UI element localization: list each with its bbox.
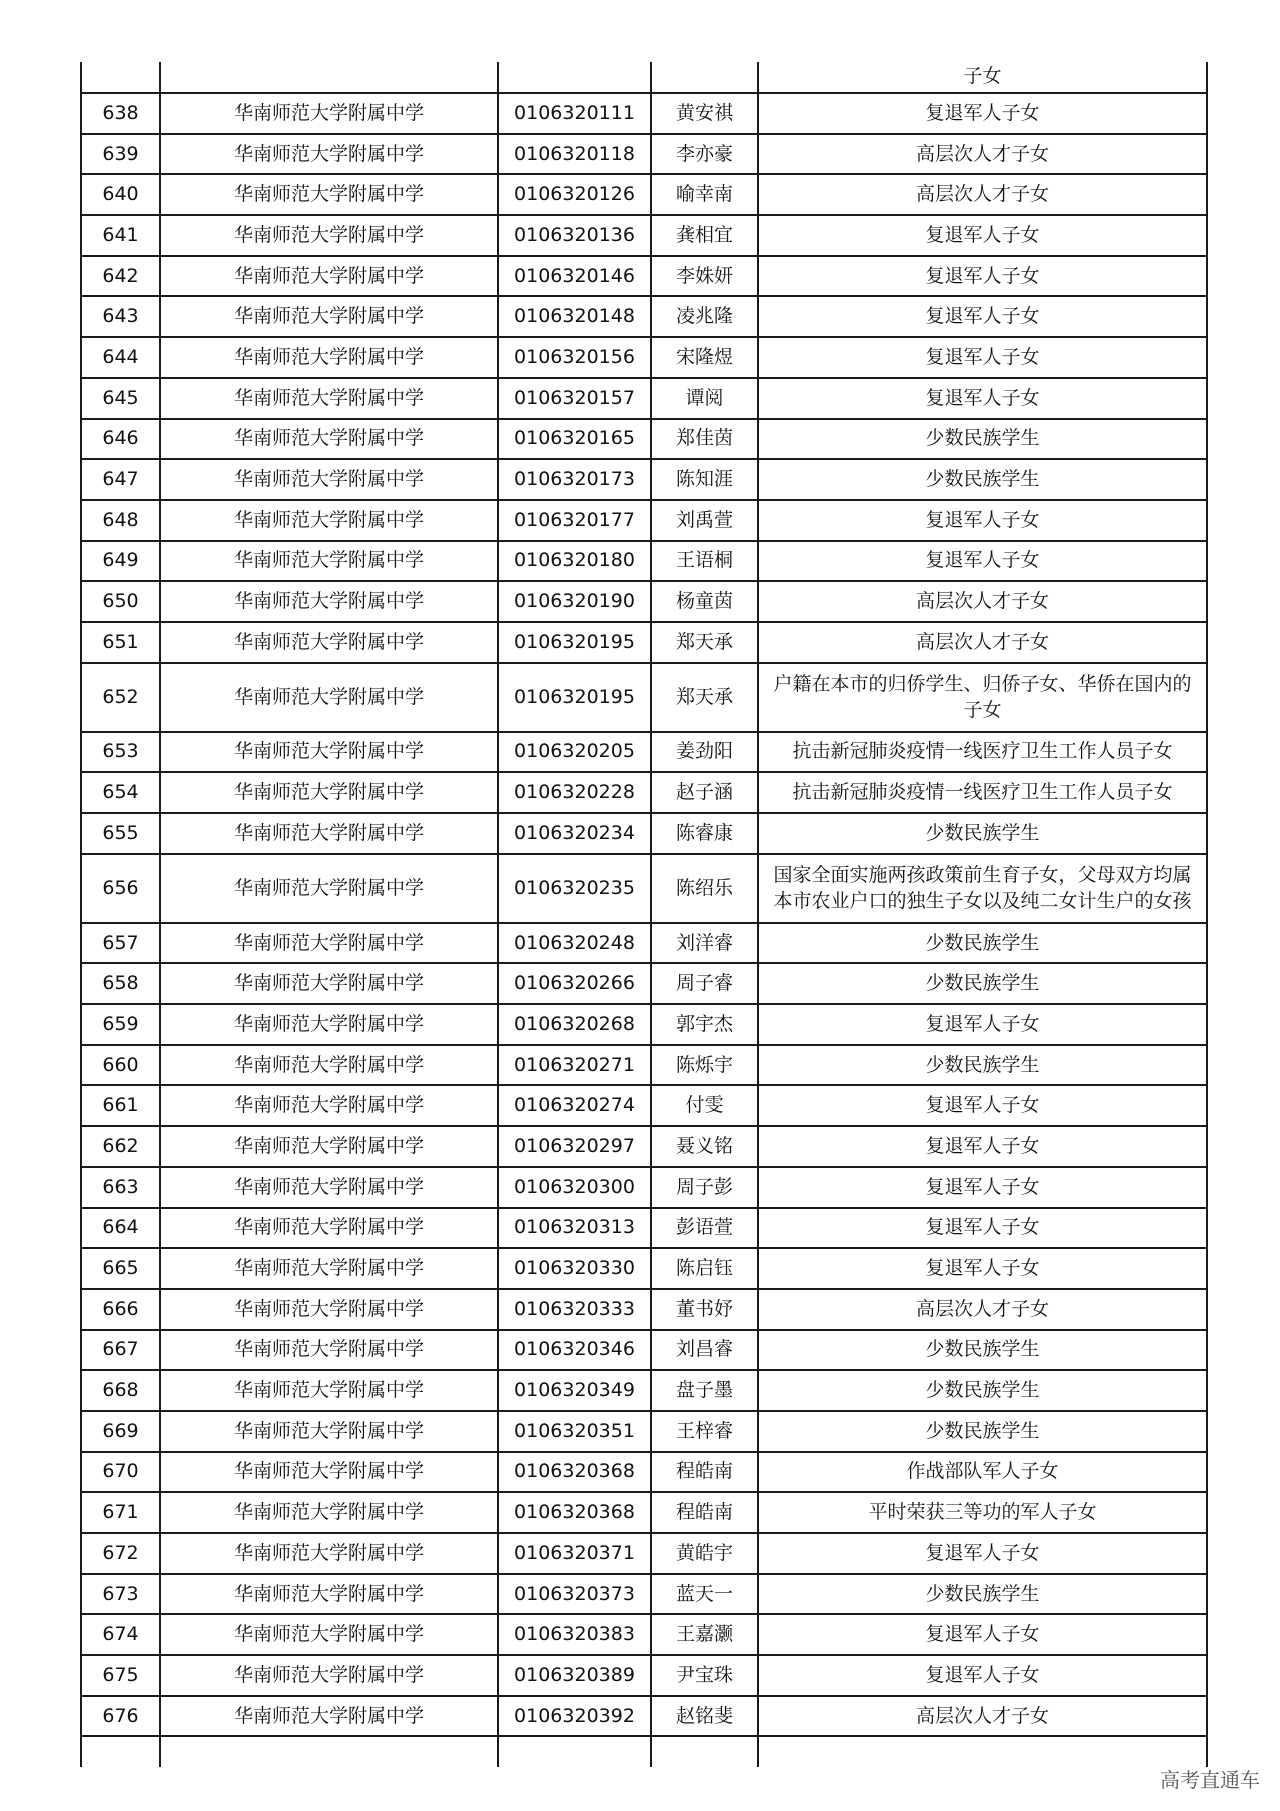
cell-category: 复退军人子女 xyxy=(758,256,1207,297)
cell-no: 668 xyxy=(81,1370,160,1411)
table-row xyxy=(81,419,1207,460)
cell-id: 0106320330 xyxy=(498,1248,651,1289)
cell-category: 少数民族学生 xyxy=(758,459,1207,500)
table-row xyxy=(81,732,1207,773)
table-row xyxy=(81,1126,1207,1167)
cell-id: 0106320373 xyxy=(498,1574,651,1615)
cell-id xyxy=(498,62,651,93)
cell-name: 聂义铭 xyxy=(651,1126,758,1167)
table-row xyxy=(81,1655,1207,1696)
cell-school: 华南师范大学附属中学 xyxy=(160,256,498,297)
cell-no: 643 xyxy=(81,296,160,337)
cell-category: 少数民族学生 xyxy=(758,813,1207,854)
table-row xyxy=(81,923,1207,964)
cell-school: 华南师范大学附属中学 xyxy=(160,215,498,256)
cell-no: 674 xyxy=(81,1614,160,1655)
cell-school: 华南师范大学附属中学 xyxy=(160,1167,498,1208)
cell-name: 赵铭斐 xyxy=(651,1696,758,1737)
table-row xyxy=(81,1248,1207,1289)
cell-id: 0106320157 xyxy=(498,378,651,419)
cell-no: 649 xyxy=(81,541,160,582)
table-row xyxy=(81,378,1207,419)
table-row xyxy=(81,1167,1207,1208)
cell-id: 0106320383 xyxy=(498,1614,651,1655)
cell-category: 少数民族学生 xyxy=(758,923,1207,964)
cell-category: 复退军人子女 xyxy=(758,1126,1207,1167)
cell-no xyxy=(81,62,160,93)
cell-name: 赵子涵 xyxy=(651,772,758,813)
cell-school: 华南师范大学附属中学 xyxy=(160,500,498,541)
table-row xyxy=(81,663,1207,732)
cell-name: 陈烁宇 xyxy=(651,1045,758,1086)
cell-id: 0106320111 xyxy=(498,93,651,134)
watermark-text: 高考直通车 xyxy=(1160,1768,1260,1792)
cell-school: 华南师范大学附属中学 xyxy=(160,541,498,582)
cell-no: 667 xyxy=(81,1330,160,1371)
cell-id: 0106320136 xyxy=(498,215,651,256)
cell-no: 666 xyxy=(81,1289,160,1330)
table-row xyxy=(81,1533,1207,1574)
cell-category: 复退军人子女 xyxy=(758,500,1207,541)
cell-no: 653 xyxy=(81,732,160,773)
cell-name: 黄皓宇 xyxy=(651,1533,758,1574)
cell-category: 少数民族学生 xyxy=(758,1370,1207,1411)
cell-name: 盘子墨 xyxy=(651,1370,758,1411)
table-row xyxy=(81,1411,1207,1452)
cell-no: 658 xyxy=(81,963,160,1004)
cell-school: 华南师范大学附属中学 xyxy=(160,174,498,215)
empty-cell xyxy=(160,1736,498,1767)
table-row xyxy=(81,1004,1207,1045)
cell-category: 少数民族学生 xyxy=(758,1045,1207,1086)
cell-no: 642 xyxy=(81,256,160,297)
cell-no: 669 xyxy=(81,1411,160,1452)
cell-school: 华南师范大学附属中学 xyxy=(160,1126,498,1167)
cell-name: 周子睿 xyxy=(651,963,758,1004)
table-row xyxy=(81,1370,1207,1411)
cell-category: 复退军人子女 xyxy=(758,378,1207,419)
table-row xyxy=(81,1085,1207,1126)
cell-id: 0106320371 xyxy=(498,1533,651,1574)
cell-no: 644 xyxy=(81,337,160,378)
cell-category: 高层次人才子女 xyxy=(758,1289,1207,1330)
cell-school: 华南师范大学附属中学 xyxy=(160,93,498,134)
cell-school: 华南师范大学附属中学 xyxy=(160,1574,498,1615)
cell-name: 彭语萱 xyxy=(651,1208,758,1249)
cell-name: 谭阅 xyxy=(651,378,758,419)
table-row xyxy=(81,337,1207,378)
cell-no: 661 xyxy=(81,1085,160,1126)
table-row xyxy=(81,296,1207,337)
cell-id: 0106320177 xyxy=(498,500,651,541)
cell-name: 陈绍乐 xyxy=(651,854,758,923)
cell-no: 671 xyxy=(81,1492,160,1533)
empty-cell xyxy=(651,1736,758,1767)
cell-category: 少数民族学生 xyxy=(758,1411,1207,1452)
cell-name: 李亦豪 xyxy=(651,134,758,175)
table-row xyxy=(81,1574,1207,1615)
table-row xyxy=(81,813,1207,854)
table-row xyxy=(81,134,1207,175)
table-trailing-row xyxy=(81,1736,1207,1767)
cell-id: 0106320148 xyxy=(498,296,651,337)
cell-category: 少数民族学生 xyxy=(758,1574,1207,1615)
cell-no: 660 xyxy=(81,1045,160,1086)
cell-school: 华南师范大学附属中学 xyxy=(160,732,498,773)
table-row xyxy=(81,1208,1207,1249)
cell-school: 华南师范大学附属中学 xyxy=(160,963,498,1004)
cell-no: 652 xyxy=(81,663,160,732)
table-row xyxy=(81,1330,1207,1371)
cell-category: 复退军人子女 xyxy=(758,1167,1207,1208)
cell-id: 0106320300 xyxy=(498,1167,651,1208)
cell-no: 664 xyxy=(81,1208,160,1249)
table-row xyxy=(81,854,1207,923)
cell-id: 0106320173 xyxy=(498,459,651,500)
cell-no: 663 xyxy=(81,1167,160,1208)
cell-id: 0106320165 xyxy=(498,419,651,460)
empty-cell xyxy=(758,1736,1207,1767)
continued-row xyxy=(81,62,1207,93)
cell-category: 高层次人才子女 xyxy=(758,174,1207,215)
cell-name: 刘禹萱 xyxy=(651,500,758,541)
cell-id: 0106320195 xyxy=(498,622,651,663)
cell-category: 子女 xyxy=(758,62,1207,93)
cell-no: 675 xyxy=(81,1655,160,1696)
cell-school: 华南师范大学附属中学 xyxy=(160,1452,498,1493)
cell-no: 645 xyxy=(81,378,160,419)
cell-no: 670 xyxy=(81,1452,160,1493)
cell-school: 华南师范大学附属中学 xyxy=(160,1370,498,1411)
cell-no: 672 xyxy=(81,1533,160,1574)
table-row xyxy=(81,581,1207,622)
cell-school xyxy=(160,62,498,93)
cell-id: 0106320333 xyxy=(498,1289,651,1330)
cell-school: 华南师范大学附属中学 xyxy=(160,337,498,378)
table-row xyxy=(81,459,1207,500)
cell-id: 0106320268 xyxy=(498,1004,651,1045)
table-body xyxy=(81,62,1207,1767)
cell-no: 639 xyxy=(81,134,160,175)
cell-name: 程皓南 xyxy=(651,1492,758,1533)
cell-no: 638 xyxy=(81,93,160,134)
cell-school: 华南师范大学附属中学 xyxy=(160,622,498,663)
cell-school: 华南师范大学附属中学 xyxy=(160,1533,498,1574)
cell-school: 华南师范大学附属中学 xyxy=(160,854,498,923)
cell-no: 665 xyxy=(81,1248,160,1289)
cell-no: 662 xyxy=(81,1126,160,1167)
cell-name xyxy=(651,62,758,93)
table-row xyxy=(81,1614,1207,1655)
cell-name: 王嘉灏 xyxy=(651,1614,758,1655)
cell-category: 复退军人子女 xyxy=(758,93,1207,134)
cell-name: 黄安祺 xyxy=(651,93,758,134)
cell-no: 655 xyxy=(81,813,160,854)
cell-name: 杨童茵 xyxy=(651,581,758,622)
cell-category: 复退军人子女 xyxy=(758,215,1207,256)
cell-name: 陈睿康 xyxy=(651,813,758,854)
cell-id: 0106320271 xyxy=(498,1045,651,1086)
cell-category: 平时荣获三等功的军人子女 xyxy=(758,1492,1207,1533)
cell-no: 647 xyxy=(81,459,160,500)
cell-id: 0106320235 xyxy=(498,854,651,923)
cell-school: 华南师范大学附属中学 xyxy=(160,581,498,622)
cell-name: 郑佳茵 xyxy=(651,419,758,460)
cell-name: 龚相宜 xyxy=(651,215,758,256)
cell-no: 641 xyxy=(81,215,160,256)
cell-school: 华南师范大学附属中学 xyxy=(160,663,498,732)
cell-school: 华南师范大学附属中学 xyxy=(160,1696,498,1737)
table-row xyxy=(81,500,1207,541)
cell-school: 华南师范大学附属中学 xyxy=(160,419,498,460)
cell-category: 复退军人子女 xyxy=(758,1614,1207,1655)
cell-category: 抗击新冠肺炎疫情一线医疗卫生工作人员子女 xyxy=(758,732,1207,773)
cell-name: 王梓睿 xyxy=(651,1411,758,1452)
cell-no: 676 xyxy=(81,1696,160,1737)
cell-name: 蓝天一 xyxy=(651,1574,758,1615)
cell-name: 姜劲阳 xyxy=(651,732,758,773)
cell-id: 0106320248 xyxy=(498,923,651,964)
cell-name: 郑天承 xyxy=(651,622,758,663)
cell-id: 0106320228 xyxy=(498,772,651,813)
table-row xyxy=(81,963,1207,1004)
cell-school: 华南师范大学附属中学 xyxy=(160,1411,498,1452)
cell-school: 华南师范大学附属中学 xyxy=(160,459,498,500)
cell-name: 喻幸南 xyxy=(651,174,758,215)
table-row xyxy=(81,1492,1207,1533)
cell-no: 654 xyxy=(81,772,160,813)
cell-no: 657 xyxy=(81,923,160,964)
cell-category: 复退军人子女 xyxy=(758,1248,1207,1289)
cell-id: 0106320392 xyxy=(498,1696,651,1737)
table-row xyxy=(81,256,1207,297)
cell-category: 作战部队军人子女 xyxy=(758,1452,1207,1493)
cell-school: 华南师范大学附属中学 xyxy=(160,1045,498,1086)
table-row xyxy=(81,1452,1207,1493)
cell-id: 0106320274 xyxy=(498,1085,651,1126)
cell-no: 659 xyxy=(81,1004,160,1045)
cell-category: 国家全面实施两孩政策前生育子女，父母双方均属本市农业户口的独生子女以及纯二女计生户的女孩 xyxy=(758,854,1207,923)
cell-school: 华南师范大学附属中学 xyxy=(160,1004,498,1045)
cell-category: 高层次人才子女 xyxy=(758,581,1207,622)
cell-id: 0106320346 xyxy=(498,1330,651,1371)
cell-school: 华南师范大学附属中学 xyxy=(160,772,498,813)
table-row xyxy=(81,622,1207,663)
cell-no: 656 xyxy=(81,854,160,923)
cell-id: 0106320195 xyxy=(498,663,651,732)
empty-cell xyxy=(498,1736,651,1767)
empty-cell xyxy=(81,1736,160,1767)
table-row xyxy=(81,1696,1207,1737)
cell-no: 673 xyxy=(81,1574,160,1615)
table-row xyxy=(81,174,1207,215)
cell-name: 李姝妍 xyxy=(651,256,758,297)
admission-list-table xyxy=(80,62,1208,1767)
cell-category: 复退军人子女 xyxy=(758,1208,1207,1249)
cell-no: 650 xyxy=(81,581,160,622)
cell-id: 0106320313 xyxy=(498,1208,651,1249)
cell-category: 少数民族学生 xyxy=(758,419,1207,460)
cell-school: 华南师范大学附属中学 xyxy=(160,1655,498,1696)
cell-category: 抗击新冠肺炎疫情一线医疗卫生工作人员子女 xyxy=(758,772,1207,813)
cell-name: 程皓南 xyxy=(651,1452,758,1493)
cell-id: 0106320126 xyxy=(498,174,651,215)
cell-id: 0106320349 xyxy=(498,1370,651,1411)
cell-id: 0106320156 xyxy=(498,337,651,378)
cell-school: 华南师范大学附属中学 xyxy=(160,1330,498,1371)
cell-name: 董书妤 xyxy=(651,1289,758,1330)
cell-id: 0106320389 xyxy=(498,1655,651,1696)
cell-category: 复退军人子女 xyxy=(758,296,1207,337)
cell-name: 刘昌睿 xyxy=(651,1330,758,1371)
cell-category: 高层次人才子女 xyxy=(758,1696,1207,1737)
cell-category: 少数民族学生 xyxy=(758,963,1207,1004)
cell-id: 0106320234 xyxy=(498,813,651,854)
cell-no: 640 xyxy=(81,174,160,215)
cell-id: 0106320368 xyxy=(498,1452,651,1493)
cell-no: 651 xyxy=(81,622,160,663)
cell-category: 复退军人子女 xyxy=(758,337,1207,378)
cell-category: 高层次人才子女 xyxy=(758,134,1207,175)
cell-name: 周子彭 xyxy=(651,1167,758,1208)
cell-category: 复退军人子女 xyxy=(758,1085,1207,1126)
cell-no: 648 xyxy=(81,500,160,541)
cell-category: 少数民族学生 xyxy=(758,1330,1207,1371)
cell-school: 华南师范大学附属中学 xyxy=(160,923,498,964)
table-row xyxy=(81,1289,1207,1330)
cell-id: 0106320368 xyxy=(498,1492,651,1533)
cell-category: 复退军人子女 xyxy=(758,1655,1207,1696)
cell-id: 0106320266 xyxy=(498,963,651,1004)
table-row xyxy=(81,772,1207,813)
cell-category: 复退军人子女 xyxy=(758,1533,1207,1574)
cell-name: 陈启钰 xyxy=(651,1248,758,1289)
cell-category: 复退军人子女 xyxy=(758,1004,1207,1045)
table-row xyxy=(81,215,1207,256)
cell-name: 陈知涯 xyxy=(651,459,758,500)
cell-id: 0106320180 xyxy=(498,541,651,582)
cell-id: 0106320297 xyxy=(498,1126,651,1167)
cell-name: 凌兆隆 xyxy=(651,296,758,337)
cell-category: 复退军人子女 xyxy=(758,541,1207,582)
cell-name: 王语桐 xyxy=(651,541,758,582)
cell-school: 华南师范大学附属中学 xyxy=(160,1208,498,1249)
cell-name: 宋隆煜 xyxy=(651,337,758,378)
table-row xyxy=(81,93,1207,134)
cell-school: 华南师范大学附属中学 xyxy=(160,1289,498,1330)
cell-id: 0106320205 xyxy=(498,732,651,773)
table-row xyxy=(81,1045,1207,1086)
cell-school: 华南师范大学附属中学 xyxy=(160,378,498,419)
cell-id: 0106320351 xyxy=(498,1411,651,1452)
cell-id: 0106320146 xyxy=(498,256,651,297)
cell-school: 华南师范大学附属中学 xyxy=(160,1614,498,1655)
cell-school: 华南师范大学附属中学 xyxy=(160,1248,498,1289)
cell-school: 华南师范大学附属中学 xyxy=(160,1492,498,1533)
cell-school: 华南师范大学附属中学 xyxy=(160,813,498,854)
cell-name: 郑天承 xyxy=(651,663,758,732)
cell-category: 户籍在本市的归侨学生、归侨子女、华侨在国内的子女 xyxy=(758,663,1207,732)
table-row xyxy=(81,541,1207,582)
cell-no: 646 xyxy=(81,419,160,460)
cell-name: 郭宇杰 xyxy=(651,1004,758,1045)
cell-school: 华南师范大学附属中学 xyxy=(160,296,498,337)
cell-name: 付雯 xyxy=(651,1085,758,1126)
cell-name: 尹宝珠 xyxy=(651,1655,758,1696)
cell-school: 华南师范大学附属中学 xyxy=(160,134,498,175)
cell-category: 高层次人才子女 xyxy=(758,622,1207,663)
cell-school: 华南师范大学附属中学 xyxy=(160,1085,498,1126)
cell-id: 0106320118 xyxy=(498,134,651,175)
cell-name: 刘洋睿 xyxy=(651,923,758,964)
cell-id: 0106320190 xyxy=(498,581,651,622)
